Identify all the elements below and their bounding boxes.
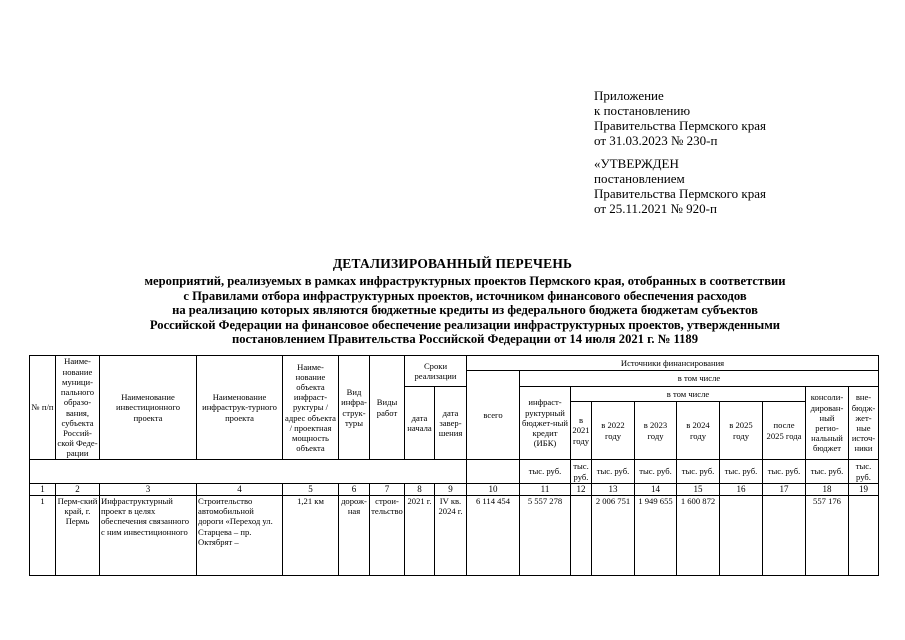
document-subtitle — [45, 274, 885, 347]
header-project: Наименование инвестиционного проекта — [100, 356, 197, 460]
appendix-block — [594, 88, 766, 148]
subtitle-line: Российской Федерации на финансовое обеспечение реализации инфраструктурных проектов, утвержденными — [149, 317, 781, 332]
header-incl: в том числе — [520, 371, 879, 387]
approved-line: постановлением — [594, 171, 685, 186]
header-infra: Наименование инфраструк-турного проекта — [197, 356, 283, 460]
document-title: ДЕТАЛИЗИРОВАННЫЙ ПЕРЕЧЕНЬ — [332, 256, 573, 271]
header-end: дата завер-шения — [435, 387, 467, 460]
header-blank — [30, 460, 467, 484]
header-y2022: в 2022 году — [592, 402, 635, 460]
appendix-line: Приложение — [594, 88, 664, 103]
column-number: 12 — [571, 484, 592, 496]
header-total: всего — [467, 371, 520, 460]
cell-extrabudget — [849, 496, 879, 576]
unit-after2025: тыс. руб. — [763, 460, 806, 484]
cell-total: 6 114 454 — [467, 496, 520, 576]
unit-2021: тыс. руб. — [571, 460, 592, 484]
header-y2023: в 2023 году — [635, 402, 677, 460]
cell-municipality: Перм-ский край, г. Пермь — [56, 496, 100, 576]
unit-2024: тыс. руб. — [677, 460, 720, 484]
unit-2022: тыс. руб. — [592, 460, 635, 484]
unit-total — [467, 460, 520, 484]
cell-after2025 — [763, 496, 806, 576]
approved-line: от 25.11.2021 № 920-п — [594, 201, 717, 216]
column-number: 1 — [30, 484, 56, 496]
header-after2025: после 2025 года — [763, 402, 806, 460]
column-number: 9 — [435, 484, 467, 496]
header-y2024: в 2024 году — [677, 402, 720, 460]
approved-line: «УТВЕРЖДЕН — [594, 156, 679, 171]
cell-ibk: 5 557 278 — [520, 496, 571, 576]
table-row — [30, 496, 879, 576]
appendix-line: Правительства Пермского края — [594, 118, 766, 133]
cell-2023: 1 949 655 — [635, 496, 677, 576]
cell-2024: 1 600 872 — [677, 496, 720, 576]
column-number: 14 — [635, 484, 677, 496]
column-number: 8 — [405, 484, 435, 496]
unit-extrabudget: тыс. руб. — [849, 460, 879, 484]
unit-consolidated: тыс. руб. — [806, 460, 849, 484]
cell-infra: Строительство автомобильной дороги «Переход ул. Старцева – пр. Октябрят – — [197, 496, 283, 576]
header-incl2: в том числе — [571, 387, 806, 402]
header-consolidated: консоли-дирован-ный регио-нальный бюджет — [806, 387, 849, 460]
subtitle-line: мероприятий, реализуемых в рамках инфраструктурных проектов Пермского края, отобранных в соответствии — [144, 274, 786, 288]
cell-start: 2021 г. — [405, 496, 435, 576]
header-ibk: инфраст-руктурный бюджет-ный кредит (ИБК) — [520, 387, 571, 460]
approved-block — [594, 156, 766, 216]
column-number: 4 — [197, 484, 283, 496]
subtitle-line: на реализацию которых являются бюджетные кредиты из федерального бюджета бюджетам субъектов — [172, 303, 758, 318]
header-y2021: в 2021 году — [571, 402, 592, 460]
measures-table — [29, 355, 879, 576]
column-number: 15 — [677, 484, 720, 496]
column-number: 13 — [592, 484, 635, 496]
header-terms: Сроки реализации — [405, 356, 467, 387]
header-start: дата начала — [405, 387, 435, 460]
cell-2022: 2 006 751 — [592, 496, 635, 576]
cell-works: строи-тельство — [370, 496, 405, 576]
cell-capacity: 1,21 км — [283, 496, 339, 576]
column-number: 5 — [283, 484, 339, 496]
header-works: Виды работ — [370, 356, 405, 460]
approved-line: Правительства Пермского края — [594, 186, 766, 201]
column-number: 19 — [849, 484, 879, 496]
column-number: 18 — [806, 484, 849, 496]
column-number: 3 — [100, 484, 197, 496]
unit-2025: тыс. руб. — [720, 460, 763, 484]
header-extrabudget: вне-бюдж-жет-ные источ-ники — [849, 387, 879, 460]
header-num: № п/п — [30, 356, 56, 460]
header-infra-type: Вид инфра-струк-туры — [339, 356, 370, 460]
cell-project: Инфраструктурный проект в целях обеспечения связанного с ним инвестиционного — [100, 496, 197, 576]
cell-2021 — [571, 496, 592, 576]
cell-consolidated: 557 176 — [806, 496, 849, 576]
appendix-line: к постановлению — [594, 103, 691, 118]
column-number: 6 — [339, 484, 370, 496]
header-y2025: в 2025 году — [720, 402, 763, 460]
column-number-row — [30, 484, 879, 496]
column-number: 7 — [370, 484, 405, 496]
subtitle-line: с Правилами отбора инфраструктурных проектов, источником финансового обеспечения расходов — [183, 288, 747, 303]
header-sources: Источники финансирования — [467, 356, 879, 371]
column-number: 17 — [763, 484, 806, 496]
unit-ibk: тыс. руб. — [520, 460, 571, 484]
column-number: 16 — [720, 484, 763, 496]
header-object: Наиме-нование объекта инфраст-руктуры / адрес объекта / проектная мощность объекта — [283, 356, 339, 460]
column-number: 2 — [56, 484, 100, 496]
appendix-line: от 31.03.2023 № 230-п — [594, 133, 718, 148]
subtitle-line: постановлением Правительства Российской Федерации от 14 июля 2021 г. № 1189 — [231, 332, 698, 347]
column-number: 11 — [520, 484, 571, 496]
cell-end: IV кв. 2024 г. — [435, 496, 467, 576]
header-municipality: Наиме-нование муници-пального образо-вания, субъекта Россий-ской Феде-рации — [57, 356, 98, 459]
cell-2025 — [720, 496, 763, 576]
unit-2023: тыс. руб. — [635, 460, 677, 484]
column-number: 10 — [467, 484, 520, 496]
cell-num: 1 — [30, 496, 56, 576]
cell-infra-type: дорож-ная — [339, 496, 370, 576]
